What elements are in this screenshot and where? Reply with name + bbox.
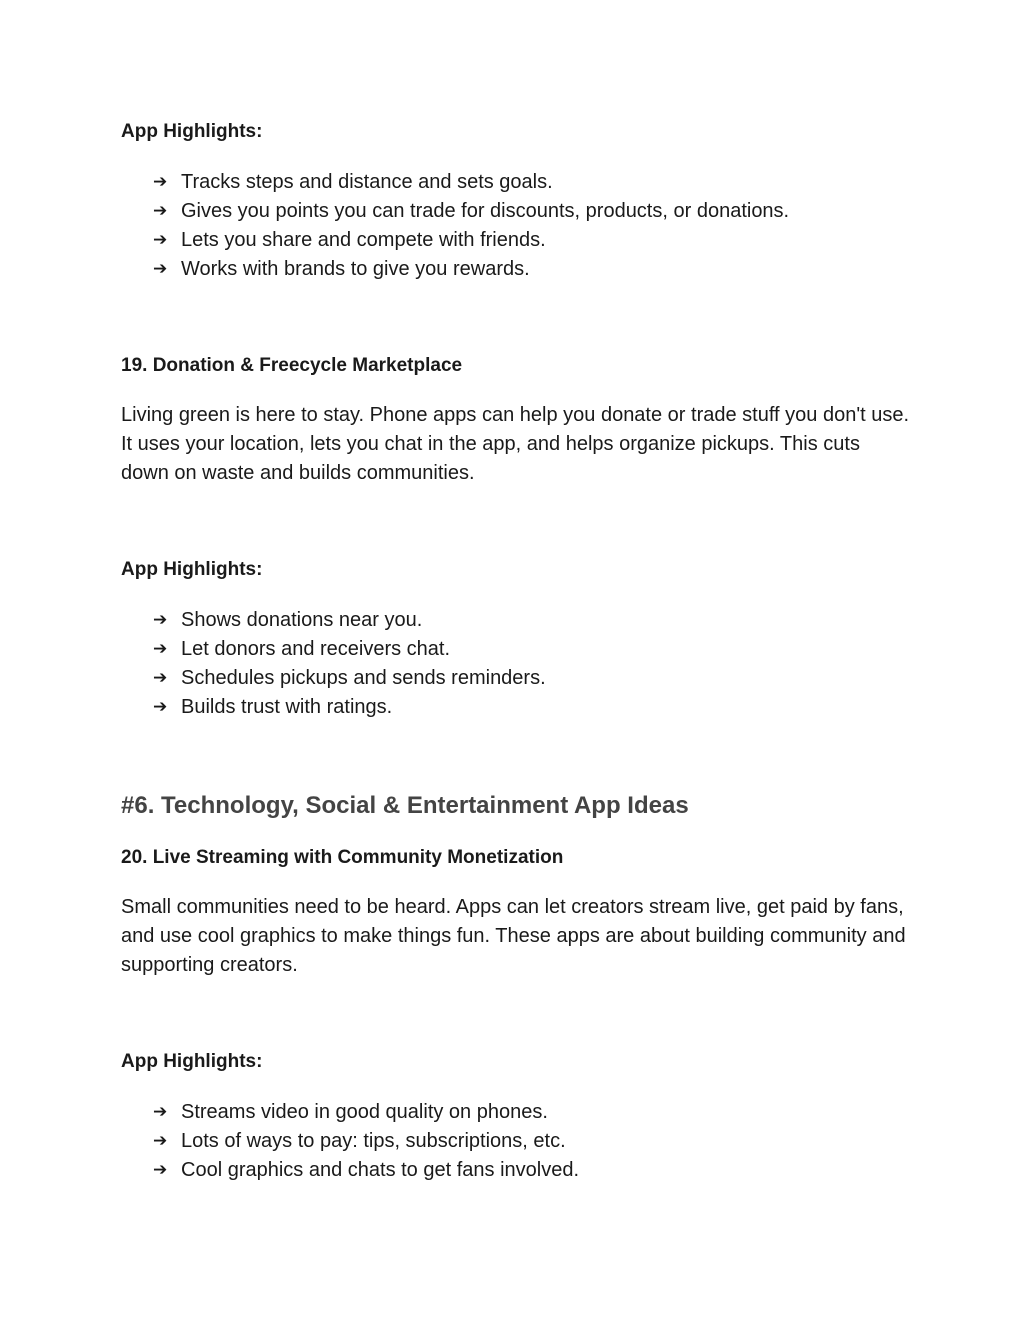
- list-item-text: Tracks steps and distance and sets goals.: [181, 171, 553, 193]
- highlights-label: App Highlights:: [121, 121, 263, 142]
- arrow-icon: ➔: [153, 610, 168, 630]
- item-20-body: [121, 893, 911, 980]
- highlights-label: App Highlights:: [121, 559, 263, 580]
- list-item: [121, 693, 911, 722]
- list-item-text: Works with brands to give you rewards.: [181, 258, 530, 280]
- section-6: [121, 790, 911, 822]
- arrow-icon: ➔: [153, 230, 168, 250]
- list-item-text: Streams video in good quality on phones.: [181, 1101, 548, 1123]
- list-item: [121, 1156, 911, 1185]
- list-item: [121, 606, 911, 635]
- highlights-block-2: [121, 557, 911, 583]
- highlights-label: App Highlights:: [121, 1051, 263, 1072]
- item-paragraph: Living green is here to stay. Phone apps can help you donate or trade stuff you don't use. It uses your location, lets you chat in the app, and helps organize pickups. This cuts down on waste and builds communities.: [121, 404, 910, 484]
- arrow-icon: ➔: [153, 639, 168, 659]
- arrow-icon: ➔: [153, 1131, 168, 1151]
- item-title: 20. Live Streaming with Community Monetization: [121, 847, 564, 868]
- list-item: [121, 635, 911, 664]
- highlights-list-1-wrap: [121, 168, 911, 284]
- list-item-text: Gives you points you can trade for discounts, products, or donations.: [181, 200, 790, 222]
- arrow-icon: ➔: [153, 668, 168, 688]
- section-heading: #6. Technology, Social & Entertainment App Ideas: [121, 792, 689, 819]
- item-19-body: [121, 401, 911, 488]
- highlights-block-3: [121, 1049, 911, 1075]
- list-item: [121, 1098, 911, 1127]
- list-item-text: Shows donations near you.: [181, 609, 423, 631]
- highlights-list: [121, 606, 911, 722]
- list-item: [121, 255, 911, 284]
- list-item-text: Builds trust with ratings.: [181, 696, 393, 718]
- highlights-list-2-wrap: [121, 606, 911, 722]
- item-paragraph: Small communities need to be heard. Apps can let creators stream live, get paid by fans, and use cool graphics to make things fun. These apps are about building community and supporting creators.: [121, 896, 906, 976]
- arrow-icon: ➔: [153, 697, 168, 717]
- list-item-text: Lets you share and compete with friends.: [181, 229, 546, 251]
- list-item: [121, 168, 911, 197]
- item-20: [121, 845, 911, 871]
- arrow-icon: ➔: [153, 1160, 168, 1180]
- list-item-text: Schedules pickups and sends reminders.: [181, 667, 546, 689]
- list-item: [121, 226, 911, 255]
- arrow-icon: ➔: [153, 1102, 168, 1122]
- list-item: [121, 1127, 911, 1156]
- highlights-list: [121, 168, 911, 284]
- highlights-list-3-wrap: [121, 1098, 911, 1185]
- list-item: [121, 664, 911, 693]
- highlights-list: [121, 1098, 911, 1185]
- list-item-text: Cool graphics and chats to get fans involved.: [181, 1159, 580, 1181]
- list-item: [121, 197, 911, 226]
- arrow-icon: ➔: [153, 259, 168, 279]
- list-item-text: Lots of ways to pay: tips, subscriptions, etc.: [181, 1130, 566, 1152]
- highlights-block-1: [121, 119, 911, 145]
- item-title: 19. Donation & Freecycle Marketplace: [121, 355, 463, 376]
- arrow-icon: ➔: [153, 201, 168, 221]
- list-item-text: Let donors and receivers chat.: [181, 638, 451, 660]
- item-19: [121, 353, 911, 379]
- arrow-icon: ➔: [153, 172, 168, 192]
